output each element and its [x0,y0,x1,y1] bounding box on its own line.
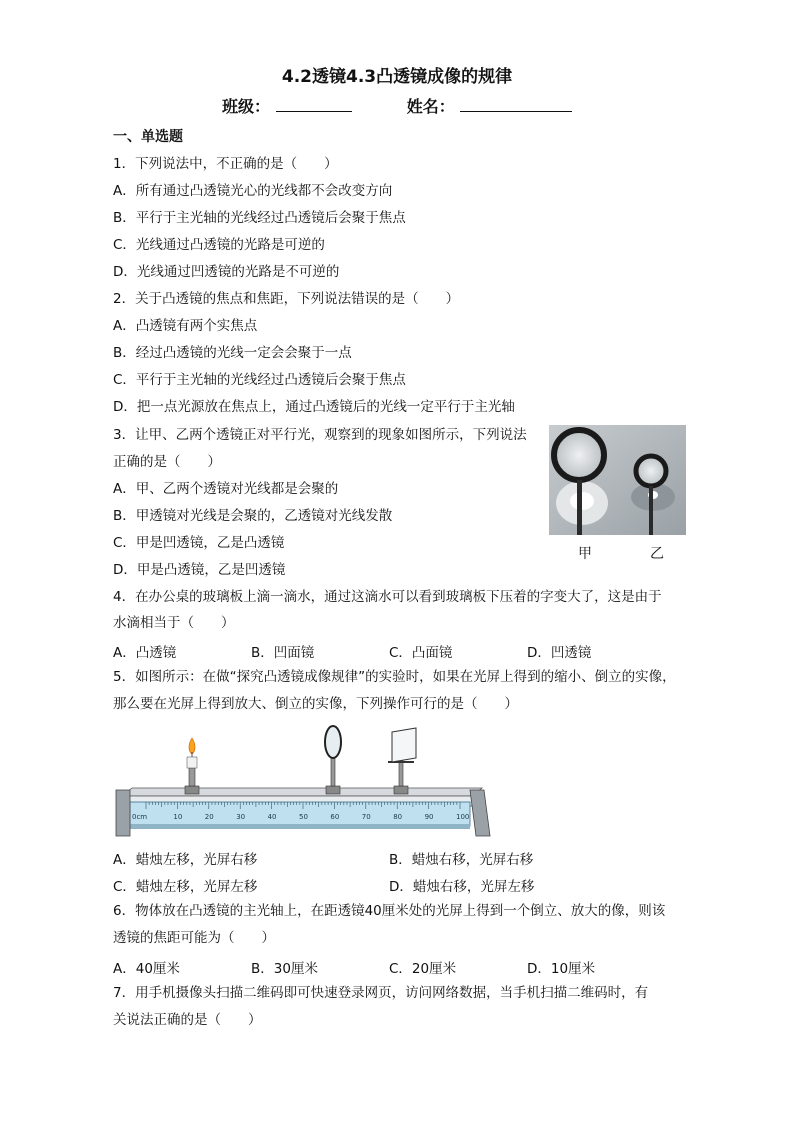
q5-option-b: B．蜡烛右移，光屏右移 [389,852,534,868]
q7-stem-line2: 关说法正确的是（ ） [113,1012,262,1028]
section-heading: 一、单选题 [113,129,183,145]
q2-option-d: D．把一点光源放在焦点上，通过凸透镜后的光线一定平行于主光轴 [113,399,515,415]
ruler-label: 80 [393,813,403,821]
ruler-label: 60 [330,813,340,821]
name-blank[interactable] [460,97,572,112]
ruler-label: 50 [299,813,308,821]
q5-option-d: D．蜡烛右移，光屏左移 [389,879,535,895]
q3-option-b: B．甲透镜对光线是会聚的，乙透镜对光线发散 [113,508,393,524]
class-blank[interactable] [276,97,352,112]
q6-stem-line2: 透镜的焦距可能为（ ） [113,930,275,946]
q6-option-d: D．10厘米 [527,961,596,977]
ruler-label: 70 [361,813,371,821]
q6-option-b: B．30厘米 [251,961,318,977]
q4-option-a: A．凸透镜 [113,645,177,661]
page-title: 4.2透镜4.3凸透镜成像的规律 [281,67,513,87]
lens-icon [325,726,341,794]
q5-stem-line1: 5．如图所示：在做“探究凸透镜成像规律”的实验时，如果在光屏上得到的缩小、倒立的实像， [113,669,676,685]
ruler-label: 10 [173,813,183,821]
ruler-label: 40 [267,813,277,821]
q3-option-d: D．甲是凸透镜，乙是凹透镜 [113,562,286,578]
caption-yi: 乙 [650,546,664,562]
q7-stem-line1: 7．用手机摄像头扫描二维码即可快速登录网页，访问网络数据，当手机扫描二维码时，有 [113,985,649,1001]
optical-bench-figure [112,724,492,842]
q2-option-b: B．经过凸透镜的光线一定会会聚于一点 [113,345,352,361]
name-label: 姓名： [406,97,455,116]
caption-jia: 甲 [578,546,592,562]
q3-option-a: A．甲、乙两个透镜对光线都是会聚的 [113,481,339,497]
q6-stem-line1: 6．物体放在凸透镜的主光轴上，在距透镜40厘米处的光屏上得到一个倒立、放大的像，则该 [113,903,666,919]
ruler-label: 90 [424,813,434,821]
q6-option-a: A．40厘米 [113,961,180,977]
q1-option-a: A．所有通过凸透镜光心的光线都不会改变方向 [113,183,393,199]
q2-option-a: A．凸透镜有两个实焦点 [113,318,258,334]
q3-stem-line1: 3．让甲、乙两个透镜正对平行光，观察到的现象如图所示，下列说法 [113,427,527,443]
q1-stem: 1．下列说法中，不正确的是（ ） [113,156,338,172]
ruler-label: 0cm [132,813,148,821]
lens-photo [549,425,686,535]
q3-option-c: C．甲是凹透镜，乙是凸透镜 [113,535,285,551]
candle-icon [185,738,199,794]
q6-option-c: C．20厘米 [389,961,457,977]
class-label: 班级： [222,97,271,116]
q4-option-b: B．凹面镜 [251,645,315,661]
q5-option-c: C．蜡烛左移，光屏左移 [113,879,258,895]
screen-icon [388,728,416,794]
ruler-label: 100 [456,813,470,821]
q4-stem-line2: 水滴相当于（ ） [113,615,235,631]
q1-option-d: D．光线通过凹透镜的光路是不可逆的 [113,264,340,280]
q1-option-b: B．平行于主光轴的光线经过凸透镜后会聚于焦点 [113,210,406,226]
q3-stem-line2: 正确的是（ ） [113,454,221,470]
q2-option-c: C．平行于主光轴的光线经过凸透镜后会聚于焦点 [113,372,406,388]
q5-option-a: A．蜡烛左移，光屏右移 [113,852,258,868]
q4-stem-line1: 4．在办公桌的玻璃板上滴一滴水，通过这滴水可以看到玻璃板下压着的字变大了，这是由于 [113,589,662,605]
ruler-label: 20 [204,813,214,821]
q2-stem: 2．关于凸透镜的焦点和焦距，下列说法错误的是（ ） [113,291,460,307]
q5-stem-line2: 那么要在光屏上得到放大、倒立的实像，下列操作可行的是（ ） [113,696,518,712]
q1-option-c: C．光线通过凸透镜的光路是可逆的 [113,237,325,253]
ruler-label: 30 [236,813,246,821]
q4-option-d: D．凹透镜 [527,645,592,661]
q4-option-c: C．凸面镜 [389,645,453,661]
student-info [222,94,602,117]
